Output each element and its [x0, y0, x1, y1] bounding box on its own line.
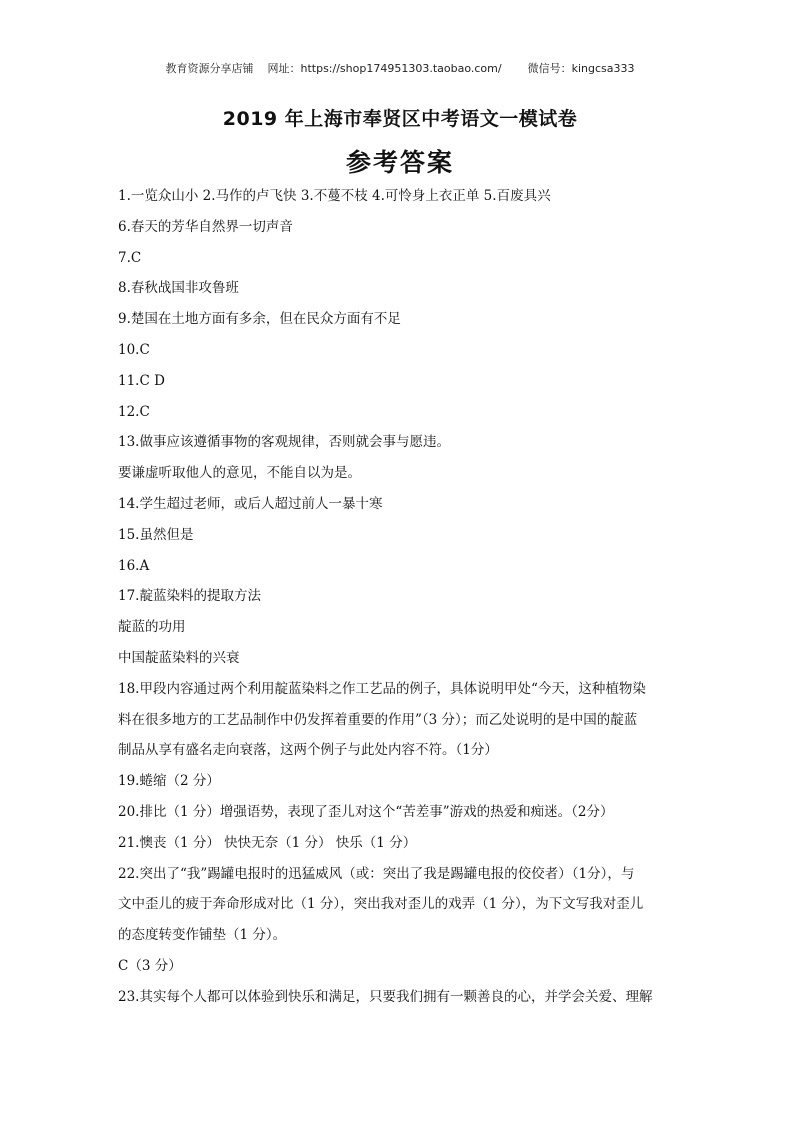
- answer-line-17c: 中国靛蓝染料的兴衰: [118, 649, 240, 666]
- answer-line-22d: C（3 分）: [118, 957, 182, 974]
- document-title: 2019 年上海市奉贤区中考语文一模试卷: [222, 108, 578, 130]
- answer-line-16: 16.A: [118, 557, 150, 574]
- answer-line-20: 20.排比（1 分）增强语势，表现了歪儿对这个“苦差事”游戏的热爱和痴迷。（2分）: [118, 803, 614, 820]
- answer-line-17a: 17.靛蓝染料的提取方法: [118, 588, 261, 605]
- answer-line-6: 6.春天的芳华自然界一切声音: [118, 218, 293, 235]
- answer-line-18b: 料在很多地方的工艺品制作中仍发挥着重要的作用”（3 分）；而乙处说明的是中国的靛蓝: [118, 711, 638, 728]
- answer-line-14: 14.学生超过老师，或后人超过前人一暴十寒: [118, 495, 383, 512]
- answer-line-19: 19.蜷缩（2 分）: [118, 773, 220, 790]
- wechat-id: 微信号：kingcsa333: [527, 62, 635, 75]
- answer-line-17b: 靛蓝的功用: [118, 619, 186, 636]
- answer-line-18a: 18.甲段内容通过两个利用靛蓝染料之作工艺品的例子，具体说明甲处“今天，这种植物染: [118, 680, 646, 697]
- answer-line-9: 9.楚国在土地方面有多余，但在民众方面有不足: [118, 311, 401, 328]
- answer-list: [118, 185, 688, 1017]
- shop-name: 教育资源分享店铺: [165, 62, 254, 75]
- answer-line-10: 10.C: [118, 341, 150, 358]
- answer-line-15: 15.虽然但是: [118, 526, 194, 543]
- answer-line-22a: 22.突出了“我”踢罐电报时的迅猛威风（或：突出了我是踢罐电报的佼佼者）（1分），与: [118, 865, 635, 882]
- answer-line-12: 12.C: [118, 403, 150, 420]
- document-subtitle: 参考答案: [345, 148, 454, 177]
- answer-line-22b: 文中歪儿的疲于奔命形成对比（1 分），突出我对歪儿的戏弄（1 分），为下文写我对歪儿: [118, 896, 644, 913]
- answer-line-8: 8.春秋战国非攻鲁班: [118, 280, 239, 297]
- answer-line-13a: 13.做事应该遵循事物的客观规律，否则就会事与愿违。: [118, 434, 450, 451]
- answer-line-1-5: 1.一览众山小 2.马作的卢飞快 3.不蔓不枝 4.可怜身上衣正单 5.百废具兴: [118, 188, 551, 204]
- page-header: [0, 60, 800, 76]
- answer-line-18c: 制品从享有盛名走向衰落，这两个例子与此处内容不符。（1分）: [118, 742, 498, 759]
- answer-line-21: 21.懊丧（1 分） 快快无奈（1 分） 快乐（1 分）: [118, 834, 417, 851]
- answer-line-11: 11.C D: [118, 372, 165, 389]
- answer-line-7: 7.C: [118, 249, 142, 266]
- answer-line-23: 23.其实每个人都可以体验到快乐和满足，只要我们拥有一颗善良的心，并学会关爱、理解: [118, 988, 653, 1005]
- answer-line-13b: 要谦虚听取他人的意见，不能自以为是。: [118, 465, 361, 482]
- answer-line-22c: 的态度转变作铺垫（1 分）。: [118, 927, 287, 944]
- shop-url: 网址：https://shop174951303.taobao.com/: [267, 62, 502, 75]
